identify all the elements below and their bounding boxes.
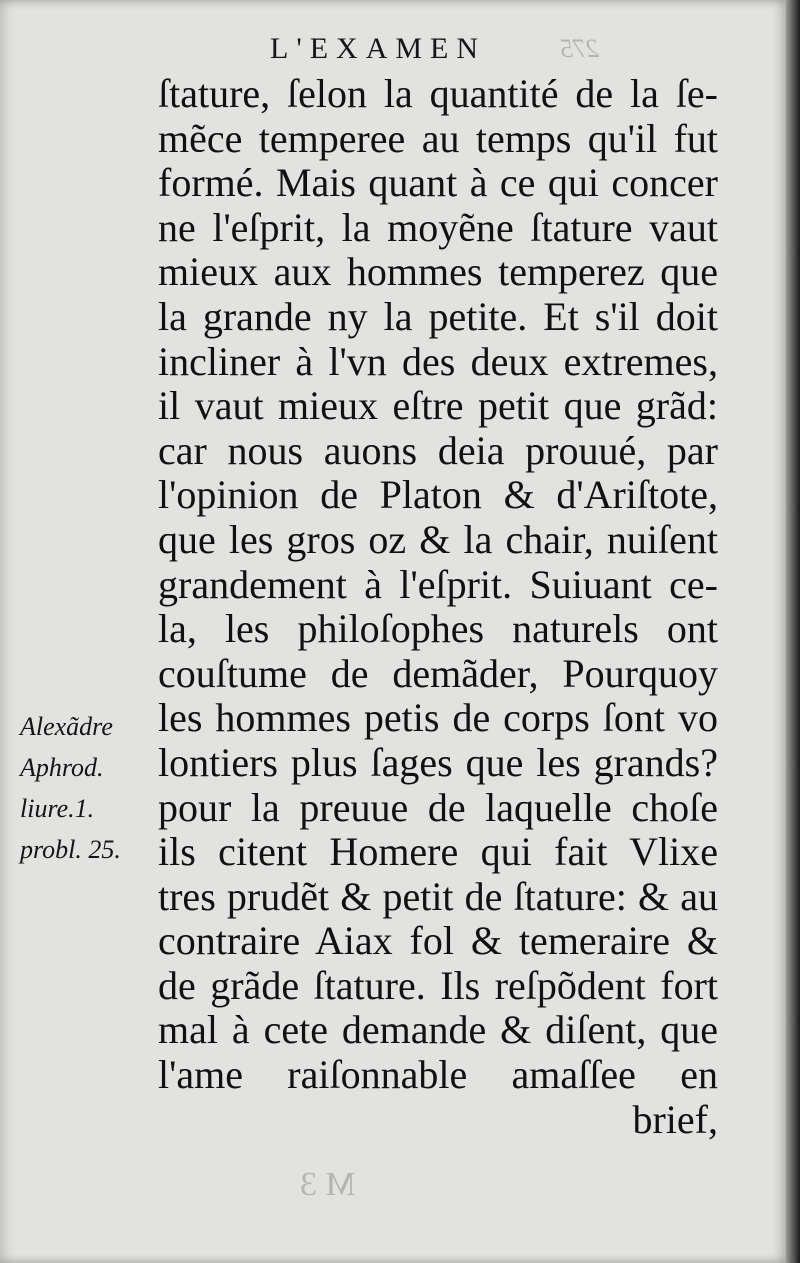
text-line: les hommes petis de corps ſont vo — [158, 695, 718, 741]
text-line: que les gros oz & la chair, nuiſent — [158, 516, 718, 562]
text-line: la grande ny la petite. Et s'il doit — [158, 293, 718, 339]
margin-note-line: Aphrod. — [20, 753, 104, 782]
text-line: ils citent Homere qui fait Vlixe — [158, 829, 718, 875]
body-text — [158, 72, 718, 1142]
text-line: ne l'eſprit, la moyẽne ſtature vaut — [158, 204, 718, 250]
text-line: incliner à l'vn des deux extremes, — [158, 338, 718, 384]
catchword: brief, — [632, 1096, 718, 1142]
margin-note-line: probl. 25. — [20, 835, 121, 864]
margin-note-line: liure.1. — [20, 794, 95, 823]
text-line: la, les philoſophes naturels ont — [158, 606, 718, 652]
book-spine-shadow — [786, 0, 800, 1263]
text-line: l'opinion de Platon & d'Ariſtote, — [158, 472, 718, 518]
text-line: pour la preuue de laquelle choſe — [158, 784, 718, 830]
text-line: mẽce temperee au temps qu'il fut — [158, 115, 718, 161]
text-line: ſtature, ſelon la quantité de la ſe- — [158, 71, 718, 116]
text-line: couſtume de demãder, Pourquoy — [158, 650, 718, 696]
margin-note — [20, 706, 155, 870]
text-line: formé. Mais quant à ce qui concer — [158, 160, 718, 206]
show-through-text: 275 — [560, 34, 599, 63]
text-line: mieux aux hommes temperez que — [158, 249, 718, 295]
show-through-text: M 3 — [300, 1166, 356, 1203]
text-line: contraire Aiax fol & temeraire & — [158, 918, 718, 964]
text-line: grandement à l'eſprit. Suiuant ce- — [158, 561, 718, 607]
text-line: de grãde ſtature. Ils reſpõdent fort — [158, 962, 718, 1008]
text-line: mal à cete demande & diſent, que — [158, 1007, 718, 1053]
text-line: l'ame raiſonnable amaſſee en — [158, 1052, 718, 1098]
text-line: car nous auons deia prouué, par — [158, 427, 718, 473]
margin-note-line: Alexãdre — [20, 712, 113, 741]
text-line: il vaut mieux eſtre petit que grãd: — [158, 383, 718, 429]
text-line: lontiers plus ſages que les grands? — [158, 739, 718, 785]
text-line: tres prudẽt & petit de ſtature: & au — [158, 873, 718, 919]
running-head: L'EXAMEN — [270, 32, 487, 65]
